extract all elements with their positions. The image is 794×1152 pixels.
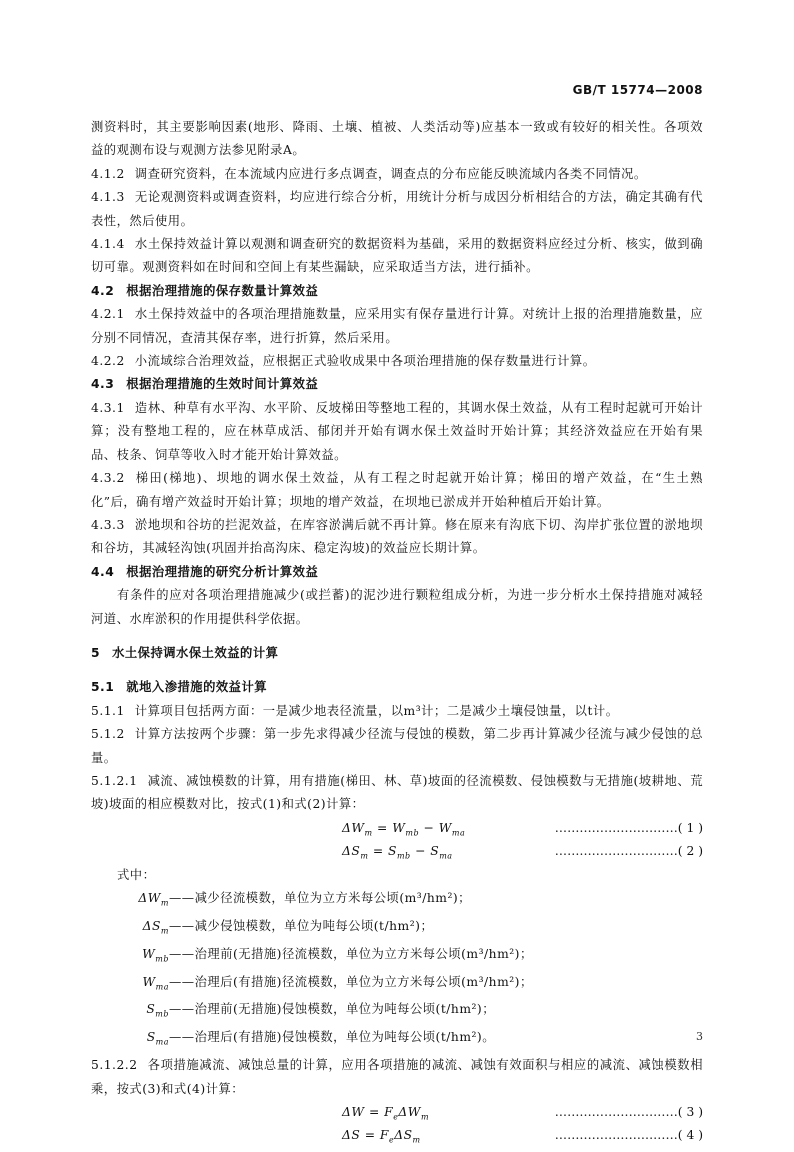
symbol-definition — [91, 887, 703, 915]
formula-number: …………………………( 1 ) — [554, 820, 703, 835]
paragraph — [91, 514, 703, 561]
clause-number: 4.2.1 — [91, 307, 125, 322]
clause-text: 根据治理措施的生效时间计算效益 — [126, 377, 319, 392]
clause-number: 4.1.2 — [91, 166, 125, 181]
symbol-subscript: mb — [155, 1009, 169, 1019]
clause-text: 淤地坝和谷坊的拦泥效益，在库容淤满后就不再计算。修在原来有沟底下切、沟岸扩张位置的淤地坝和谷坊，其减轻沟蚀(巩固并抬高沟床、稳定沟坡)的效益应长期计算。 — [91, 517, 703, 556]
clause-text: 根据治理措施的保存数量计算效益 — [126, 283, 319, 298]
clause-text: 有条件的应对各项治理措施减少(或拦蓄)的泥沙进行颗粒组成分析，为进一步分析水土保持措施对减轻河道、水库淤积的作用提供科学依据。 — [91, 588, 703, 626]
paragraph — [91, 723, 703, 770]
formula-symbol: ΔW — [342, 820, 365, 835]
symbol-name: ΔS — [142, 918, 161, 933]
clause-text: 式中： — [117, 867, 156, 882]
symbol-description: ——治理前(无措施)径流模数，单位为立方米每公顷(m³/hm²)； — [169, 946, 533, 961]
clause-number: 4.1.4 — [91, 237, 125, 252]
spacer — [91, 665, 703, 676]
formula-symbol: ΔW — [342, 1104, 365, 1119]
clause-number: 5.1.2.1 — [91, 773, 138, 788]
formula-part: − S — [410, 844, 440, 859]
symbol-name: S — [146, 1002, 156, 1017]
paragraph — [91, 186, 703, 233]
clause-text: 水土保持效益计算以观测和调查研究的数据资料为基础，采用的数据资料应经过分析、核实，做到确切可靠。观测资料如在时间和空间上有某些漏缺，应采取适当方法，进行插补。 — [91, 237, 703, 275]
clause-text: 无论观测资料或调查资料，均应进行综合分析，用统计分析与成因分析相结合的方法，确定其确有代表性，然后使用。 — [91, 190, 703, 228]
paragraph — [91, 700, 703, 723]
formula-subscript: mb — [396, 851, 411, 861]
formula — [91, 840, 703, 863]
formula-part: = S — [368, 844, 397, 859]
symbol-name: S — [146, 1030, 156, 1045]
symbol — [117, 1026, 169, 1054]
clause-number: 4.4 — [91, 564, 115, 579]
symbol-definition — [91, 915, 703, 943]
clause-number: 5 — [91, 645, 101, 660]
symbol-definition — [91, 943, 703, 971]
symbol-name: W — [142, 946, 156, 961]
formula-subscript: m — [360, 851, 369, 861]
clause-number: 4.3 — [91, 377, 115, 392]
clause-number: 5.1.2 — [91, 727, 125, 742]
symbol-name: W — [142, 974, 156, 989]
formula-number: …………………………( 3 ) — [554, 1104, 703, 1119]
paragraph — [91, 350, 703, 373]
standard-code-header: GB/T 15774—2008 — [572, 83, 703, 97]
formula-expression — [342, 840, 453, 868]
symbol-description: ——治理后(有措施)径流模数，单位为立方米每公顷(m³/hm²)； — [169, 974, 533, 989]
clause-number: 4.1.3 — [91, 190, 125, 205]
symbol-definition — [91, 1026, 703, 1054]
formula-subscript: e — [388, 1135, 395, 1145]
symbol-subscript: m — [160, 926, 169, 936]
formula-symbol: ΔS — [342, 1128, 361, 1143]
formula-expression — [342, 1124, 421, 1152]
paragraph — [91, 163, 703, 186]
symbol-description: ——减少侵蚀模数，单位为吨每公顷(t/hm²)； — [169, 918, 434, 933]
formula-subscript: m — [420, 1112, 430, 1122]
clause-text: 造林、种草有水平沟、水平阶、反坡梯田等整地工程的，其调水保土效益，从有工程时起就可开始计算；没有整地工程的，应在林草成活、郁闭并开始有调水保土效益时开始计算；其经济效益应在开始有果品、枝条、饲草等收入时才能开始计算效益。 — [91, 400, 703, 462]
clause-text: 计算方法按两个步骤：第一步先求得减少径流与侵蚀的模数，第二步再计算减少径流与减少侵蚀的总量。 — [91, 727, 703, 765]
clause-number: 4.3.2 — [91, 471, 125, 486]
formula-subscript: mb — [405, 828, 420, 838]
symbol-description: ——治理后(有措施)侵蚀模数，单位为吨每公顷(t/hm²)。 — [169, 1030, 496, 1045]
symbol-name: ΔW — [138, 890, 161, 905]
symbol-subscript: mb — [155, 954, 169, 964]
formula-part: = W — [372, 820, 406, 835]
symbol — [117, 998, 169, 1026]
clause-text: 水土保持效益中的各项治理措施数量，应采用实有保存量进行计算。对统计上报的治理措施数量，应分别不同情况，查清其保存率，进行折算，然后采用。 — [91, 307, 703, 345]
clause-number: 4.3.1 — [91, 400, 125, 415]
clause-number: 5.1 — [91, 680, 115, 695]
symbol — [117, 915, 169, 943]
clause-text: 水土保持调水保土效益的计算 — [112, 645, 279, 660]
formula-subscript: m — [364, 828, 373, 838]
clause-number: 4.2 — [91, 283, 115, 298]
clause-text: 计算项目包括两方面：一是减少地表径流量，以m³计；二是减少土壤侵蚀量，以t计。 — [134, 703, 619, 718]
symbol-subscript: m — [160, 898, 169, 908]
formula-number: …………………………( 4 ) — [554, 1128, 703, 1143]
formula — [91, 1101, 703, 1124]
clause-number: 4.2.2 — [91, 354, 125, 369]
clause-number: 5.1.2.2 — [91, 1058, 138, 1073]
symbol-subscript: ma — [155, 982, 169, 991]
clause-number: 4.3.3 — [91, 517, 125, 532]
symbol — [117, 971, 169, 999]
formula-subscript: e — [393, 1112, 399, 1122]
clause-text: 各项措施减流、减蚀总量的计算，应用各项措施的减流、减蚀有效面积与相应的减流、减蚀模数相乘，按式(3)和式(4)计算： — [91, 1058, 703, 1096]
formula-part: = F — [360, 1128, 389, 1143]
paragraph — [91, 116, 703, 163]
page-number: 3 — [696, 1030, 703, 1043]
spacer — [91, 631, 703, 642]
formula-number: …………………………( 2 ) — [554, 844, 703, 859]
paragraph — [91, 770, 703, 817]
section-heading — [91, 280, 703, 303]
clause-text: 根据治理措施的研究分析计算效益 — [126, 564, 319, 579]
formula-subscript: ma — [439, 851, 453, 861]
formula-subscript: ma — [451, 828, 466, 838]
section-heading — [91, 676, 703, 699]
section-heading — [91, 642, 703, 665]
section-heading — [91, 561, 703, 584]
paragraph — [91, 1054, 703, 1101]
formula-part: ΔW — [398, 1104, 421, 1119]
clause-text: 梯田(梯地)、坝地的调水保土效益，从有工程之时起就开始计算；梯田的增产效益，在“生土熟化”后，确有增产效益时开始计算；坝地的增产效益，在坝地已淤成并开始种植后开始计算。 — [91, 471, 703, 509]
symbol-definition — [91, 998, 703, 1026]
symbol-description: ——治理前(无措施)侵蚀模数，单位为吨每公顷(t/hm²)； — [169, 1002, 496, 1017]
section-heading — [91, 373, 703, 396]
formula-part: = F — [364, 1104, 394, 1119]
symbol-definition — [91, 971, 703, 999]
paragraph — [91, 397, 703, 467]
clause-text: 小流域综合治理效益，应根据正式验收成果中各项治理措施的保存数量进行计算。 — [134, 354, 596, 369]
symbol-subscript: ma — [155, 1037, 169, 1047]
paragraph — [91, 467, 703, 514]
formula — [91, 1124, 703, 1147]
formula-part: − W — [419, 820, 452, 835]
symbol — [117, 887, 169, 915]
paragraph — [91, 303, 703, 350]
document-body — [91, 116, 703, 1148]
clause-text: 减流、减蚀模数的计算，用有措施(梯田、林、草)坡面的径流模数、侵蚀模数与无措施(坡耕地、荒坡)坡面的相应模数对比，按式(1)和式(2)计算： — [91, 773, 703, 812]
formula-symbol: ΔS — [342, 844, 361, 859]
clause-text: 就地入渗措施的效益计算 — [126, 680, 268, 695]
symbol — [117, 943, 169, 971]
formula-subscript: m — [412, 1135, 421, 1145]
clause-text: 测资料时，其主要影响因素(地形、降雨、土壤、植被、人类活动等)应基本一致或有较好的相关性。各项效益的观测布设与观测方法参见附录A。 — [91, 120, 703, 158]
formula — [91, 817, 703, 840]
formula-part: ΔS — [394, 1128, 413, 1143]
clause-number: 5.1.1 — [91, 703, 125, 718]
paragraph — [91, 233, 703, 280]
paragraph — [91, 584, 703, 631]
symbol-description: ——减少径流模数，单位为立方米每公顷(m³/hm²)； — [169, 890, 471, 905]
clause-text: 调查研究资料，在本流域内应进行多点调查，调查点的分布应能反映流域内各类不同情况。 — [134, 166, 647, 181]
